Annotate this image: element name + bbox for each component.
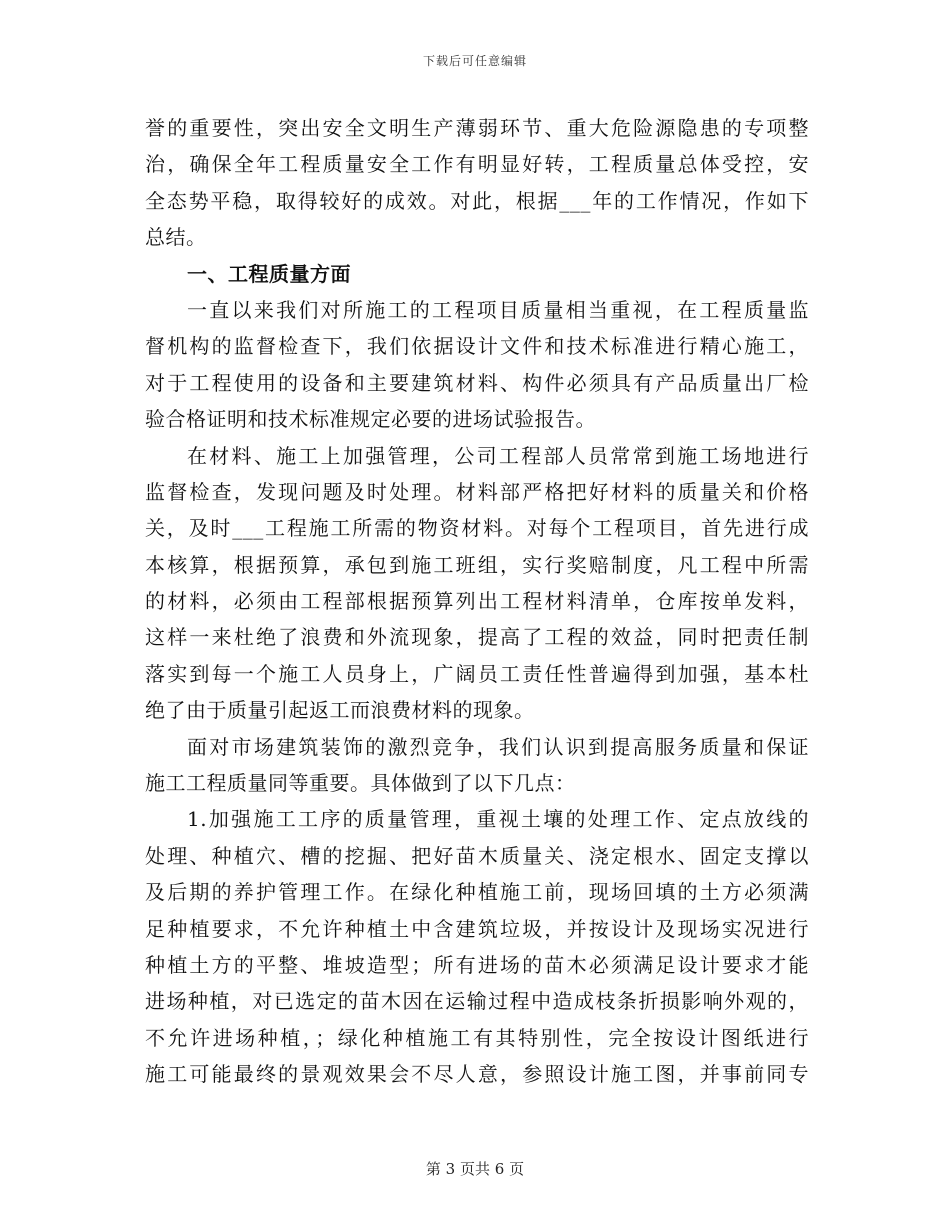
- paragraph-line: 面对市场建筑装饰的激烈竞争，我们认识到提高服务质量和保证: [187, 734, 809, 759]
- paragraph-line: 本核算，根据预算，承包到施工班组，实行奖赔制度，凡工程中所需: [145, 552, 809, 577]
- paragraph-line: 验合格证明和技术标准规定必要的进场试验报告。: [145, 407, 596, 432]
- document-body: [145, 110, 809, 1093]
- paragraph-line: 处理、种植穴、槽的挖掘、把好苗木质量关、浇定根水、固定支撑以: [145, 843, 809, 868]
- paragraph-line: 督机构的监督检查下，我们依据设计文件和技术标准进行精心施工，: [145, 334, 809, 359]
- paragraph-line: 落实到每一个施工人员身上，广阔员工责任性普遍得到加强，基本杜: [145, 661, 809, 686]
- paragraph-line: 1.加强施工工序的质量管理，重视土壤的处理工作、定点放线的: [187, 807, 809, 832]
- paragraph-line: 对于工程使用的设备和主要建筑材料、构件必须具有产品质量出厂检: [145, 370, 809, 395]
- paragraph-line: 绝了由于质量引起返工而浪费材料的现象。: [145, 698, 535, 723]
- paragraph-line: 总结。: [145, 225, 207, 250]
- paragraph-line: 全态势平稳，取得较好的成效。对此，根据___年的工作情况，作如下: [145, 188, 809, 213]
- paragraph-line: 种植土方的平整、堆坡造型；所有进场的苗木必须满足设计要求才能: [145, 952, 809, 977]
- page-header: 下载后可任意编辑: [422, 54, 527, 68]
- paragraph-line: 进场种植，对已选定的苗木因在运输过程中造成枝条折损影响外观的，: [145, 989, 809, 1014]
- paragraph-line: 足种植要求，不允许种植土中含建筑垃圾，并按设计及现场实况进行: [145, 916, 809, 941]
- paragraph-line: 的材料，必须由工程部根据预算列出工程材料清单，仓库按单发料，: [145, 589, 809, 614]
- paragraph-line: 这样一来杜绝了浪费和外流现象，提高了工程的效益，同时把责任制: [145, 625, 809, 650]
- paragraph-line: 施工可能最终的景观效果会不尽人意，参照设计施工图，并事前同专: [145, 1062, 809, 1087]
- paragraph-line: 及后期的养护管理工作。在绿化种植施工前，现场回填的土方必须满: [145, 880, 809, 905]
- section-heading: 一、工程质量方面: [187, 261, 351, 286]
- paragraph-line: 誉的重要性，突出安全文明生产薄弱环节、重大危险源隐患的专项整: [145, 116, 809, 140]
- paragraph-line: 监督检查，发现问题及时处理。材料部严格把好材料的质量关和价格: [145, 479, 809, 504]
- paragraph-line: 不允许进场种植，；绿化种植施工有其特别性，完全按设计图纸进行: [145, 1025, 809, 1050]
- paragraph-line: 一直以来我们对所施工的工程项目质量相当重视，在工程质量监: [187, 297, 809, 322]
- paragraph-line: 在材料、施工上加强管理，公司工程部人员常常到施工场地进行: [187, 443, 809, 468]
- paragraph-line: 关，及时___工程施工所需的物资材料。对每个工程项目，首先进行成: [145, 516, 809, 541]
- paragraph-line: 治，确保全年工程质量安全工作有明显好转，工程质量总体受控，安: [145, 152, 809, 177]
- paragraph-line: 施工工程质量同等重要。具体做到了以下几点：: [145, 771, 576, 796]
- page-footer: 第 3 页共 6 页: [425, 1160, 525, 1178]
